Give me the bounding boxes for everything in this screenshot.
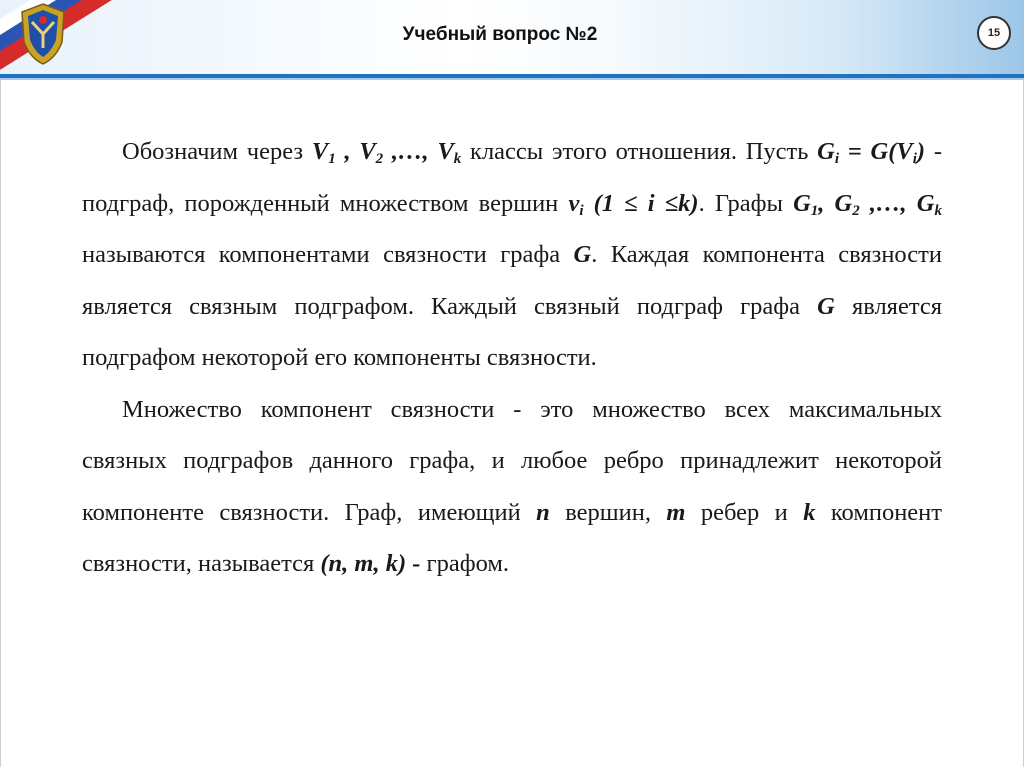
text-run: называются компонентами связности графа [82,241,574,268]
math-G: G [817,292,835,320]
text-run: вершин, [549,498,667,526]
text-run: компонент связности, называется [82,498,942,577]
text-run: графом. [420,550,510,577]
math-G2: , $G_2$ [818,189,860,219]
paragraph-components [82,384,942,590]
math-V2: $V_2$ [359,138,384,167]
math-Gi: $G_i$ [817,138,840,167]
math-n: n [536,498,550,526]
math-nmk: (n, m, k) - [320,550,421,577]
slide-body [82,126,942,590]
text-run: ребер и [685,498,804,526]
text-run: . Графы [698,189,794,217]
text-run: . Каждая компонента связности является связным подграфом. Каждый связный подграф графа [82,241,942,320]
text-run: Множество компонент связности - это множество всех максимальных связных подграфов данного графа, и любое ребро принадлежит некоторой компоненте связности. Граф, имеющий [82,395,942,526]
math-Vk: $V_k$ [437,138,462,167]
slide-header [0,0,1024,74]
slide-title: Учебный вопрос №2 [402,24,598,45]
page-number-badge: 15 [977,16,1011,50]
text-run: классы этого отношения. Пусть [461,138,818,165]
paragraph-definition [82,126,942,384]
math-G-of-Vi: = $G(V_i)$ [839,138,926,167]
text-run: является подграфом некоторой его компоненты связности. [82,292,942,371]
math-G: G [573,241,592,268]
math-V1: $V_1$ [311,138,336,167]
math-k: k [803,498,816,526]
math-G1: $G_1$ [793,189,819,219]
military-emblem-icon [18,2,68,66]
math-vi: $v_i$ [568,189,584,219]
math-sep: ,…, [383,138,438,165]
math-m: m [666,498,686,526]
math-Gk: ,…, $G_k$ [859,189,942,219]
header-divider-light [0,78,1024,80]
math-sep: , [335,138,360,165]
math-range: (1 ≤ i ≤k) [583,189,699,217]
left-border [0,80,1,767]
text-run: - подграф, порожденный множеством вершин [82,138,942,217]
text-run: Обозначим через [122,138,312,165]
